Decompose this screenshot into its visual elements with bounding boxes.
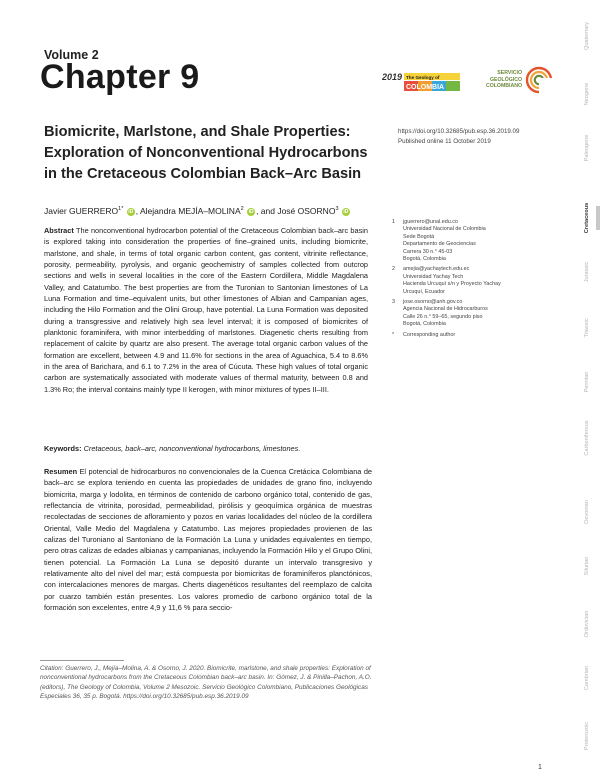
citation: Citation: Guerrero, J., Mejía–Molina, A. & Osorno, J. 2020. Biomicrite, marlstone, and shale properties: Exploration of nonconventional hydrocarbons from the Cretaceous Colombian back–arc basin. In: Gómez, J. & Pinilla–Pachon, A.O. (editors), The Geology of Colombia, Volume 2 Mesozoic. Servicio Geológico Colombiano, Publicaciones Geológicas Especiales 36, 35 p. Bogotá. https://doi.org/10.32685/pub.esp.36.2019.09: [40, 665, 372, 700]
sidebar-item-cambrian[interactable]: Cambrian: [584, 665, 590, 691]
resumen-label: Resumen: [44, 467, 78, 476]
author-2-sup: 2: [240, 206, 244, 213]
affiliation-email[interactable]: amejia@yachaytech.edu.ec: [403, 266, 470, 273]
volume-label: Volume 2: [44, 48, 99, 62]
article-title: Biomicrite, Marlstone, and Shale Properties: Exploration of Nonconventional Hydrocarbons in the Cretaceous Colombian Back–Arc Basin: [44, 124, 368, 183]
abstract: [44, 225, 368, 395]
sidebar-item-carboniferous[interactable]: Carboniferous: [584, 420, 590, 456]
keywords: [44, 443, 368, 454]
author-3-sup: 3: [335, 206, 339, 213]
author-1-sup: 1*: [118, 206, 124, 213]
affiliation-line: Universidad Yachay Tech: [403, 273, 464, 280]
affiliation-1: [392, 219, 522, 263]
keywords-label: Keywords:: [44, 444, 82, 453]
affiliation-line: Corresponding author: [403, 331, 456, 338]
sgc-line-1: SERVICIO: [497, 70, 522, 76]
affiliation-3: [392, 299, 522, 329]
resumen: [44, 466, 372, 613]
logos: [382, 64, 554, 104]
chapter-title: Chapter 9: [40, 58, 200, 96]
period-sidebar: [574, 0, 600, 776]
svg-text:2019: 2019: [382, 72, 403, 82]
author-3: , and José OSORNO: [256, 206, 336, 216]
affiliation-2: [392, 266, 522, 296]
affiliation-line: Urcuquí, Ecuador: [403, 288, 445, 295]
affiliation-number: 1: [392, 219, 395, 225]
author-1: Javier GUERRERO: [44, 206, 119, 216]
page-number: 1: [538, 764, 542, 771]
affiliation-line: Bogotá, Colombia: [403, 321, 446, 328]
sidebar-item-cretaceous[interactable]: Cretaceous: [584, 202, 590, 234]
affiliation-line: Agencia Nacional de Hidrocarburos: [403, 306, 488, 313]
doi-link[interactable]: https://doi.org/10.32685/pub.esp.36.2019.09: [398, 128, 520, 135]
sidebar-item-quaternary[interactable]: Quaternary: [584, 22, 590, 50]
resumen-text: El potencial de hidrocarburos no convencionales de la Cuenca Cretácica Colombiana de back–arc se explora teniendo en cuenta las propiedades de unidades de grano fino, incluyendo biomicrita, marga y lodolita, en términos de contenido de carbono orgánico total, contenido de gas, reflectancia de vitrinita, porosidad, permeabilidad, pirólisis y geoquímica orgánica de muestras recolectadas de secciones de afloramiento y pozos en varias localidades del núcleo de la cordillera Oriental, Valle Medio del Magdalena y Catatumbo. Las mejores propiedades provienen de las calizas del Turoniano al Santoniano de la Formación La Luna y unidades equivalentes en tiempo, pero otras calizas de edades albianas y campanianas, incluyendo la Formación Hilo y el Grupo Olini, tienen potencial. La Formación La Luna se depositó durante un intervalo transgresivo y relativamente alto del nivel del mar; está compuesta por biomicritas de foraminíferos planctónicos, con intercalaciones menores de margas. Cherts diagenéticos resultantes del reemplazo de calcita por cuarzo también están presentes. Los valores promedio de carbono orgánico total de la formación son excelentes, entre 4,9 y 11,6 % para seccio-: [44, 467, 372, 613]
affiliation-email[interactable]: jose.osorno@anh.gov.co: [403, 299, 463, 306]
affiliation-number: 2: [392, 266, 395, 273]
footnote-divider: [40, 660, 124, 661]
corresponding-author: [392, 332, 522, 339]
logo-left-text-1: The Geology of: [406, 75, 440, 80]
sidebar-item-proterozoic[interactable]: Proterozoic: [584, 721, 590, 751]
affiliation-line: Departamento de Geociencias: [403, 241, 476, 248]
published-date: Published online 11 October 2019: [398, 137, 491, 145]
sidebar-item-neogene[interactable]: Neogene: [584, 82, 590, 106]
authors-line: [44, 206, 351, 216]
sidebar-item-triassic[interactable]: Triassic: [584, 318, 590, 338]
servicio-geologico-colombiano-logo: [482, 64, 554, 100]
affiliation-number: *: [392, 331, 395, 338]
affiliation-line: Sede Bogotá: [403, 233, 435, 240]
orcid-icon[interactable]: iD: [248, 208, 254, 215]
geology-of-colombia-logo: [382, 70, 462, 96]
doi-block: [398, 127, 519, 146]
affiliations: [392, 219, 522, 342]
orcid-icon[interactable]: iD: [343, 208, 349, 215]
affiliation-line: Carrera 30 n.° 45-03: [403, 248, 453, 255]
affiliation-number: 3: [392, 299, 395, 306]
sidebar-item-silurian[interactable]: Silurian: [584, 556, 590, 576]
sidebar-item-permian[interactable]: Permian: [584, 371, 590, 393]
sidebar-item-ordovician[interactable]: Ordovician: [584, 610, 590, 638]
affiliation-email[interactable]: jguerrero@unal.edu.co: [403, 219, 458, 225]
affiliation-line: Universidad Nacional de Colombia: [403, 226, 486, 233]
abstract-label: Abstract: [44, 226, 74, 235]
sidebar-item-paleogene[interactable]: Paleogene: [584, 134, 590, 162]
keywords-text: Cretaceous, back–arc, nonconventional hydrocarbons, limestones.: [83, 444, 301, 453]
affiliation-line: Hacienda Urcuquí s/n y Proyecto Yachay: [403, 281, 501, 288]
sidebar-item-jurassic[interactable]: Jurassic: [584, 261, 590, 283]
sgc-line-3: COLOMBIANO: [485, 83, 522, 89]
logo-left-text-2: COLOMBIA: [406, 84, 445, 91]
sgc-swirl-icon: [525, 66, 553, 94]
affiliation-line: Bogotá, Colombia: [403, 256, 446, 263]
orcid-icon[interactable]: iD: [128, 208, 134, 215]
affiliation-line: Calle 26 n.° 59–65, segundo piso: [403, 313, 483, 320]
author-2: , Alejandra MEJÍA–MOLINA: [135, 206, 241, 216]
abstract-text: The nonconventional hydrocarbon potential of the Cretaceous Colombian back–arc basin is explored taking into consideration the properties of fine–grained units, including biomicrite, marlstone, and shale, in terms of total organic carbon content, gas content, vitrinite reflectance, porosity, permeability, pyrolysis, and organic geochemistry of samples collected from outcrop sections and wells in several localities in the core of the Eastern Cordillera, Middle Magdalena Valley, and Catatumbo. The best properties are from the Turonian to Santonian limestones of La Luna Formation and time–equivalent units, but other limestones of Albian and Campanian ages, including the Hilo Formation and the Olini Group, have potential. La Luna Formation was deposited during a transgressive and relatively high sea level interval; it is composed of biomicrites of planktonic foraminifera, with minor interbedding of marlstones. Diagenetic cherts resulting from replacement of calcite by quartz are also present. The average total organic carbon values of the formation are excellent, between 4.9 and 11.6% for sections in the area of Aguachica, 5.4 to 8.6% in the area of Barichara, and 6.1 to 7.2% in the area of Cúcuta. These high values of total organic carbon are systematically associated with moderate values of thermal maturity, between 0.8 and 1.3% Ro; the interval contains mainly type II kerogen, with minor mixtures of types II–III.: [44, 226, 368, 394]
sgc-line-2: GEOLÓGICO: [490, 76, 522, 83]
sidebar-item-devonian[interactable]: Devonian: [584, 500, 590, 524]
